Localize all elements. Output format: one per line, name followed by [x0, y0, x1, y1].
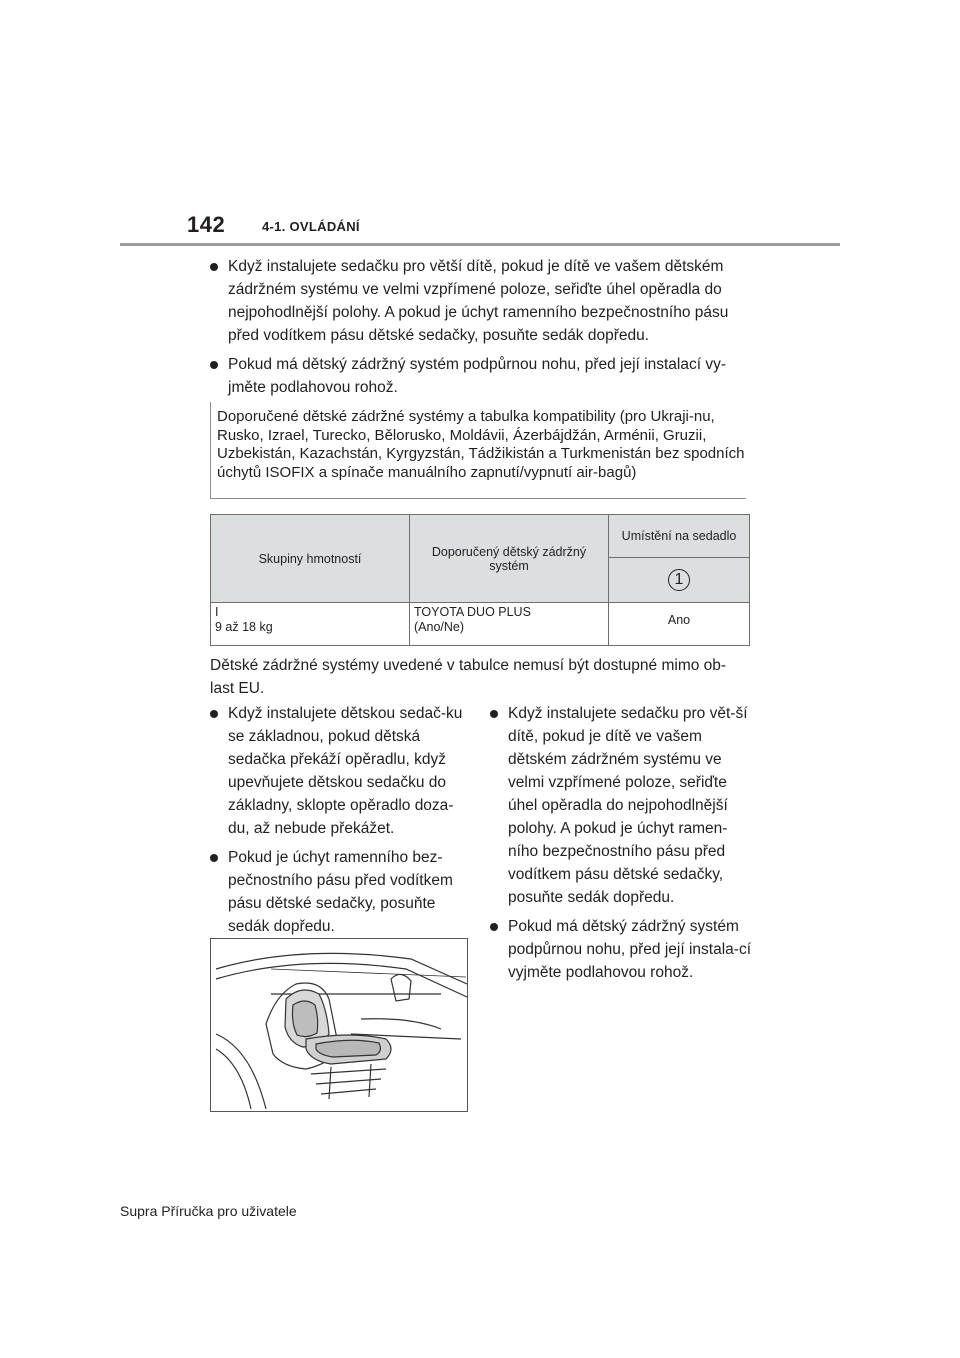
left-bullet-list [210, 702, 470, 944]
seat-number-icon: 1 [668, 569, 690, 591]
table-row [211, 603, 750, 646]
header-rule [120, 243, 840, 246]
bullet-icon [490, 923, 498, 931]
child-seat-illustration [210, 938, 468, 1112]
header-seat-placement: Umístění na sedadlo [609, 515, 750, 558]
list-item: Když instalujete sedačku pro větší dítě, pokud je dítě ve vašem dětském zádržném systému ve velmi vzpřímené poloze, seřiďte úhel opěradla do nejpohodlnější polohy. A pokud je úchyt ramenního bezpečnostního pásu před vodítkem pásu dětské sedačky, posuňte sedák dopředu. [210, 255, 750, 347]
list-item: Pokud je úchyt ramenního bez-pečnostního pásu před vodítkem pásu dětské sedačky, posuňte sedák dopředu. [210, 846, 470, 938]
weight-cell: I 9 až 18 kg [211, 603, 410, 646]
compatibility-note [210, 402, 746, 499]
list-item: Když instalujete sedačku pro vět-ší dítě, pokud je dítě ve vašem dětském zádržném systému ve velmi vzpřímené poloze, seřiďte úhel opěradla do nejpohodlnější polohy. A pokud je úchyt ramen-ního bezpečnostního pásu před vodítkem pásu dětské sedačky, posuňte sedák dopředu. [490, 702, 752, 909]
page-footer: Supra Příručka pro uživatele [120, 1203, 297, 1219]
bullet-icon [210, 854, 218, 862]
system-cell: TOYOTA DUO PLUS (Ano/Ne) [410, 603, 609, 646]
list-item: Když instalujete dětskou sedač-ku se základnou, pokud dětská sedačka překáží opěradlu, když upevňujete dětskou sedačku do základny, sklopte opěradlo doza-du, až nebude překážet. [210, 702, 470, 840]
section-title: 4-1. OVLÁDÁNÍ [262, 219, 360, 234]
header-weight-group: Skupiny hmotností [211, 515, 410, 603]
page-number: 142 [187, 212, 226, 237]
bullet-icon [210, 710, 218, 718]
compatibility-table [210, 514, 750, 646]
header-recommended-system: Doporučený dětský zádržný systém [410, 515, 609, 603]
right-bullet-list [490, 702, 752, 990]
eu-availability-note: Dětské zádržné systémy uvedené v tabulce nemusí být dostupné mimo ob-last EU. [210, 657, 727, 697]
bullet-icon [490, 710, 498, 718]
top-bullet-list [210, 255, 750, 405]
bullet-icon [210, 263, 218, 271]
note-text: Doporučené dětské zádržné systémy a tabulka kompatibility (pro Ukraji-nu, Rusko, Izrael, Turecko, Bělorusko, Moldávii, Ázerbájdžán, Arménii, Gruzii, Uzbekistán, Kazachstán, Kyrgyzstán, Tádžikistán a Turkmenistán bez spodních úchytů ISOFIX a spínače manuálního zapnutí/vypnutí air-bagů) [217, 408, 745, 481]
car-seat-drawing [211, 939, 468, 1112]
list-item: Pokud má dětský zádržný systém podpůrnou nohu, před její instalací vy-jměte podlahovou rohož. [210, 353, 750, 399]
seat-position-cell [609, 558, 750, 603]
bullet-icon [210, 361, 218, 369]
list-item: Pokud má dětský zádržný systém podpůrnou nohu, před její instala-cí vyjměte podlahovou rohož. [490, 915, 752, 984]
placement-cell: Ano [609, 603, 750, 646]
